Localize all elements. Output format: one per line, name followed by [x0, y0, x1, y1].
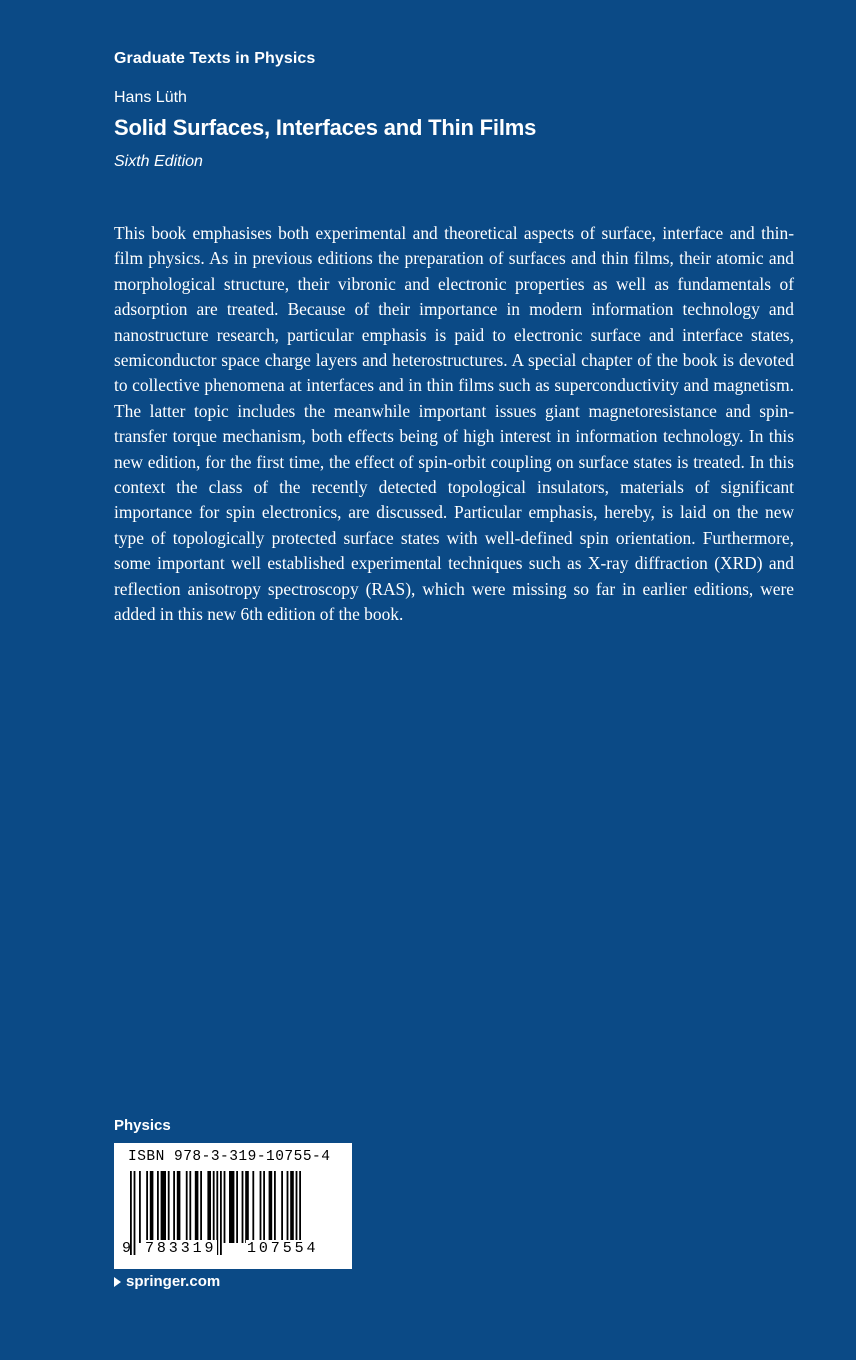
book-title: Solid Surfaces, Interfaces and Thin Films	[114, 115, 537, 140]
website-text: springer.com	[126, 1273, 221, 1290]
publisher-website[interactable]	[114, 1273, 220, 1290]
barcode-bar	[245, 1171, 249, 1243]
barcode-bar	[252, 1171, 254, 1243]
barcode-bar	[269, 1171, 273, 1243]
barcode-bar	[177, 1171, 181, 1243]
barcode-digit-first: 9	[122, 1240, 132, 1257]
barcode-bar	[150, 1171, 154, 1243]
barcode-bar	[242, 1171, 244, 1243]
barcode-bar	[146, 1171, 148, 1243]
barcode-digits-left: 783319	[145, 1240, 217, 1257]
barcode-bar	[274, 1171, 276, 1243]
series-name: Graduate Texts in Physics	[114, 50, 316, 67]
edition-label: Sixth Edition	[114, 153, 203, 170]
isbn-barcode	[114, 1143, 352, 1269]
description-paragraph: This book emphasises both experimental and theoretical aspects of surface, interface and thin-film physics. As in previous editions the preparation of surfaces and thin films, their atomic and morphological structure, their vibronic and electronic properties as well as fundamentals of adsorption are treated. Because of their importance in modern information technology and nanostructure research, particular emphasis is paid to electronic surface and interface states, semiconductor space charge layers and heterostructures. A special chapter of the book is devoted to collective phenomena at interfaces and in thin films such as superconductivity and magnetism. The latter topic includes the meanwhile important issues giant magnetoresistance and spin-transfer torque mechanism, both effects being of high interest in information technology. In this new edition, for the first time, the effect of spin-orbit coupling on surface states is treated. In this context the class of the recently detected topological insulators, materials of significant importance for spin electronics, are discussed. Particular emphasis, hereby, is laid on the new type of topologically protected surface states with well-defined spin orientation. Furthermore, some important well established experimental techniques such as X-ray diffraction (XRD) and reflection anisotropy spectroscopy (RAS), which were missing so far in earlier editions, were added in this new 6th edition of the book.	[114, 223, 794, 625]
subject-label: Physics	[114, 1117, 171, 1134]
barcode-bar	[157, 1171, 159, 1243]
barcode-bar	[168, 1171, 170, 1243]
barcode-bar	[229, 1171, 234, 1243]
barcode-bar	[290, 1171, 294, 1243]
barcode-bar	[173, 1171, 175, 1243]
barcode-bar	[186, 1171, 188, 1243]
barcode-bar	[195, 1171, 199, 1243]
barcode-bar	[207, 1171, 211, 1243]
barcode-bar	[287, 1171, 289, 1243]
barcode-bar	[200, 1171, 202, 1243]
barcode-bar	[263, 1171, 265, 1243]
barcode-bar	[260, 1171, 262, 1243]
barcode-bar	[161, 1171, 166, 1243]
barcode-bar	[189, 1171, 191, 1243]
barcode-bar	[224, 1171, 226, 1243]
arrow-right-icon	[114, 1277, 121, 1287]
isbn-label: ISBN 978-3-319-10755-4	[128, 1149, 331, 1165]
barcode-digits-right: 107554	[247, 1240, 319, 1257]
barcode-digits	[122, 1240, 346, 1262]
barcode-bar	[139, 1171, 141, 1243]
barcode-bar	[281, 1171, 283, 1243]
author-name: Hans Lüth	[114, 89, 187, 106]
barcode-bar	[236, 1171, 238, 1243]
